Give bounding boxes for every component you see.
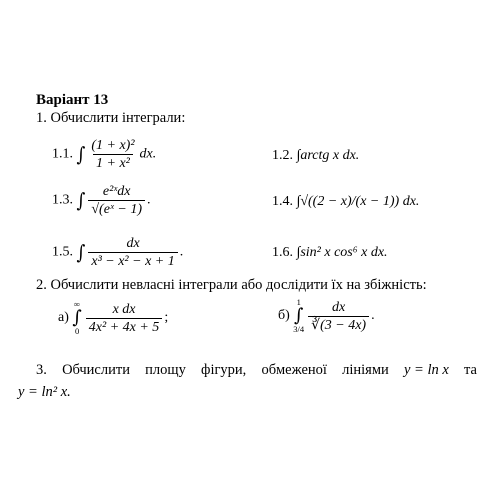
- item-label: 1.2.: [272, 148, 293, 163]
- task3-word: Обчислити: [62, 362, 130, 378]
- task3-word: 3.: [36, 362, 47, 378]
- denominator: 4x² + 4x + 5: [86, 318, 163, 335]
- definite-integral: [72, 300, 81, 336]
- integral-sign-icon: ∫: [76, 241, 86, 264]
- denominator: 1 + x²: [93, 154, 133, 171]
- integral-1-6: [272, 245, 388, 261]
- lower-limit: 3/4: [293, 324, 305, 334]
- task1-heading: 1. Обчислити інтеграли:: [36, 110, 186, 126]
- task3-word: фігури,: [201, 362, 247, 378]
- integral-sign-icon: ∫: [72, 307, 82, 328]
- fraction: [308, 300, 369, 333]
- tail: .: [146, 192, 151, 208]
- item-label: 1.6.: [272, 245, 293, 260]
- item-label: а): [58, 310, 69, 326]
- numerator: dx: [332, 299, 346, 315]
- task3-word: площу: [145, 362, 186, 378]
- numerator: (1 + x)²: [91, 138, 135, 153]
- integral-1-5: [52, 236, 183, 269]
- task2-heading: 2. Обчислити невласні інтеграли або дослідити їх на збіжність:: [36, 277, 427, 293]
- task3-word: лініями: [342, 362, 389, 378]
- numerator: dx: [126, 236, 140, 251]
- lower-limit: 0: [74, 326, 80, 336]
- variant-title: Варіант 13: [36, 92, 109, 108]
- numerator: e²ˣdx: [102, 184, 131, 199]
- denominator: √(eˣ − 1): [88, 200, 145, 217]
- integral-1-2: [272, 148, 359, 164]
- item-label: б): [278, 308, 290, 324]
- item-label: 1.5.: [52, 244, 73, 260]
- fraction: [88, 184, 145, 217]
- improper-integral-a: [58, 300, 168, 336]
- tail: dx.: [139, 146, 157, 162]
- denominator: ∛(3 − 4x): [308, 316, 369, 333]
- integral-sign-icon: ∫: [76, 189, 86, 212]
- numerator: x dx: [112, 301, 136, 317]
- integral-1-4: [272, 194, 419, 210]
- expression: ∫√((2 − x)/(x − 1)) dx.: [296, 194, 420, 209]
- task3-word: та: [464, 362, 477, 378]
- denominator: x³ − x² − x + 1: [88, 252, 177, 269]
- task3-line1: [36, 362, 477, 379]
- tail: ;: [164, 310, 169, 326]
- expression: ∫sin² x cos⁶ x dx.: [296, 245, 388, 260]
- fraction: [88, 236, 177, 269]
- fraction: [86, 302, 163, 335]
- task3-line2: y = ln² x.: [18, 384, 71, 400]
- integral-1-1: [52, 138, 156, 171]
- integral-sign-icon: ∫: [76, 143, 86, 166]
- item-label: 1.4.: [272, 194, 293, 209]
- integral-sign-icon: ∫: [294, 305, 304, 326]
- tail: .: [371, 308, 375, 324]
- tail: .: [179, 244, 184, 260]
- definite-integral: [293, 298, 304, 334]
- upper-limit: 1: [296, 297, 301, 307]
- fraction: [88, 138, 137, 171]
- item-label: 1.1.: [52, 146, 73, 162]
- improper-integral-b: [278, 298, 375, 334]
- item-label: 1.3.: [52, 192, 73, 208]
- upper-limit: ∞: [74, 299, 81, 309]
- integral-1-3: [52, 184, 150, 217]
- task3-word: обмеженої: [261, 362, 327, 378]
- expression: ∫arctg x dx.: [296, 148, 360, 163]
- task3-formula: y = ln x: [404, 362, 449, 378]
